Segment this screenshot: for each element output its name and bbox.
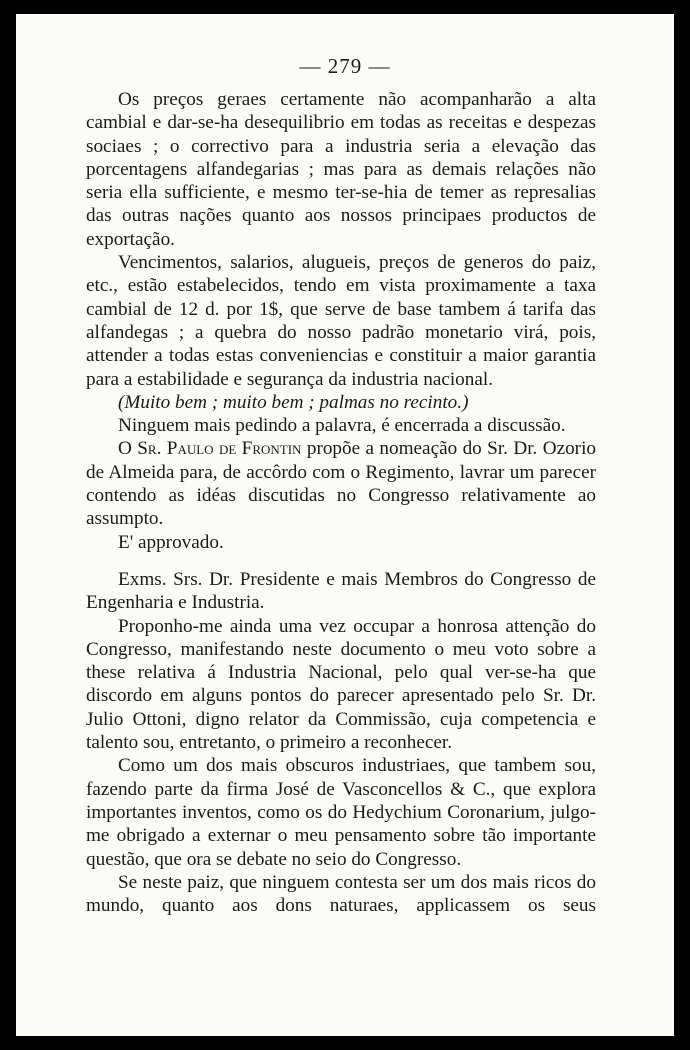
body-text <box>86 88 596 917</box>
proposal-text: propõe a nomeação do Sr. Dr. Ozorio de Almeida para, de accôrdo com o Regimento, lavrar um parecer contendo as idéas discutidas no Congresso relativamente ao assumpto. <box>86 438 596 530</box>
paragraph-salaries: Vencimentos, salarios, alugueis, preços de generos do paiz, etc., estão estabelecidos, tendo em vista proximamente a taxa cambial de 12 d. por 1$, que serve de base tambem á tarifa das alfandegas ; a quebra do nosso padrão monetario virá, pois, attender a todas estas conveniencias e constituir a maior garantia para a estabilidade e segurança da industria nacional. <box>86 252 596 390</box>
page-number: — 279 — <box>299 54 391 78</box>
paragraph-frontin-proposal <box>86 437 596 530</box>
paragraph-approved: E' approvado. <box>118 531 224 553</box>
paragraph-salutation: Exms. Srs. Dr. Presidente e mais Membros do Congresso de Engenharia e Industria. <box>86 568 596 614</box>
paragraph-industrialist: Como um dos mais obscuros industriaes, que tambem sou, fazendo parte da firma José de Vasconcellos & C., que explora importantes inventos, como os do Hedychium Coronarium, julgo-me obrigado a externar o meu pensamento sobre tão importante questão, que ora se debate no seio do Congresso. <box>86 755 596 870</box>
paragraph-discussion-closed: Ninguem mais pedindo a palavra, é encerrada a discussão. <box>118 415 566 437</box>
speaker-name: Sr. Paulo de Frontin <box>137 438 302 460</box>
paragraph-vote-statement: Proponho-me ainda uma vez occupar a honrosa attenção do Congresso, manifestando neste documento o meu voto sobre a these relativa á Industria Nacional, pelo qual ver-se-ha que discordo em alguns pontos do parecer apresentado pelo Sr. Dr. Julio Ottoni, digno relator da Commissão, cuja competencia e talento sou, entretanto, o primeiro a reconhecer. <box>86 615 596 754</box>
paragraph-exchange-effects: Os preços geraes certamente não acompanharão a alta cambial e dar-se-ha desequilibrio em todas as receitas e despezas sociaes ; o correctivo para a industria seria a elevação das porcentagens alfandegarias ; mas para as demais relações não seria ella sufficiente, e mesmo ter-se-hia de temer as represalias das outras nações quanto aos nossos principaes productos de exportação. <box>86 89 596 250</box>
paragraph-applause: (Muito bem ; muito bem ; palmas no recinto.) <box>118 391 469 413</box>
speaker-prefix: O <box>118 438 132 460</box>
document-page <box>16 14 674 1036</box>
paragraph-country-riches: Se neste paiz, que ninguem contesta ser um dos mais ricos do mundo, quanto aos dons naturaes, applicassem os seus <box>86 871 596 917</box>
